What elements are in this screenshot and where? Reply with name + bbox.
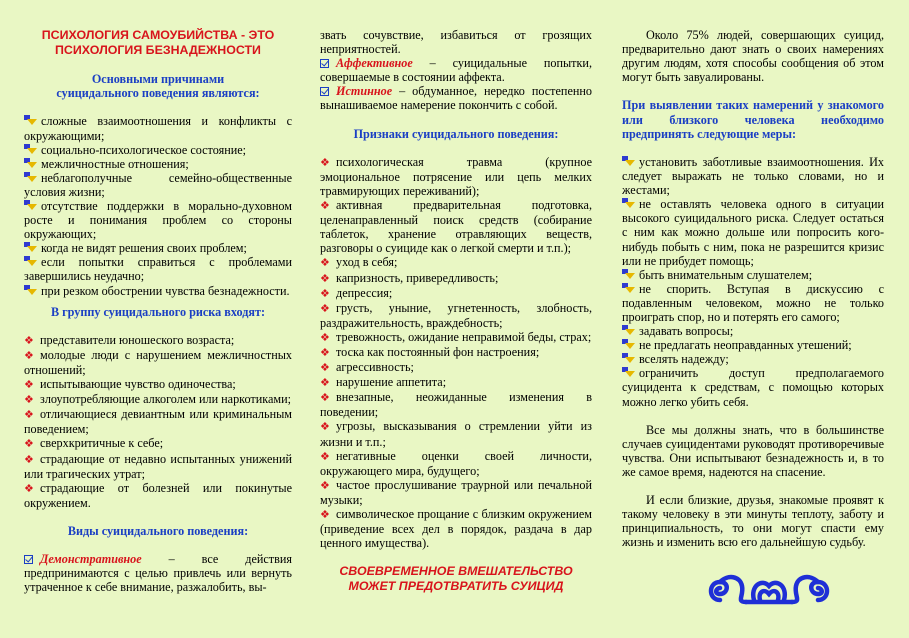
list-item-text: тревожность, ожидание неправимой беды, страх; [336,329,592,344]
cause-item [24,241,292,255]
sign-item [320,360,592,375]
slogan-line-2: МОЖЕТ ПРЕДОТВРАТИТЬ СУИЦИД [348,579,564,594]
risk-list [24,333,292,510]
list-item-text: задавать вопросы; [639,324,734,339]
sign-item [320,255,592,270]
type-item-demonstrative [24,552,292,594]
arrow-down-icon [24,115,35,126]
arrow-down-icon [24,158,35,169]
list-item-text: внезапные, неожиданные изменения в поведении; [320,390,592,420]
list-item-text: вселять надежду; [639,352,729,367]
list-item-text: нарушение аппетита; [336,375,447,390]
list-item-text: не спорить. Вступая в дискуссию с подавленным человеком, можно не только проиграть спор, но и потерять его самого; [622,281,884,325]
arrow-down-icon [24,144,35,155]
arrow-down-icon [24,256,35,267]
causes-list [24,114,292,297]
type-text-part-1: – все действия предпринимаются с целью привлечь или вернуть утраченное к себе внимание, разжалобить, вы- [24,552,292,595]
sign-item [320,286,592,301]
type-term: Аффективное [336,56,413,71]
signs-heading: Признаки суицидального поведения: [353,126,559,141]
signs-list [320,155,592,551]
type-term: Демонстративное [40,552,142,567]
measure-item [622,282,884,324]
diamond-icon: ❖ [24,453,34,466]
diamond-icon: ❖ [320,450,330,463]
list-item-text: не оставлять человека одного в ситуации высокого суицидального риска. Следует остаться с ним как можно дольше или попросить кого-нибудь побыть с ним, пока не разрешится кризис или не прибудет помощь; [622,197,884,268]
list-item-text: злоупотребляющие алкоголем или наркотиками; [40,392,292,407]
checkbox-icon [320,59,329,68]
sign-item [320,301,592,330]
sign-item [320,198,592,255]
list-item-text: грусть, уныние, угнетенность, злобность, раздражительность, враждебность; [320,300,592,330]
list-item-text: быть внимательным слушателем; [639,267,813,282]
list-item-text: тоска как постоянный фон настроения; [336,344,540,359]
ornament-icon [706,570,832,610]
diamond-icon: ❖ [24,349,34,362]
diamond-icon: ❖ [320,331,330,344]
cause-item [24,171,292,199]
risk-item [24,452,292,481]
list-item-text: агрессивность; [336,360,414,375]
title-line-2: ПСИХОЛОГИЯ БЕЗНАДЕЖНОСТИ [55,43,261,57]
list-item-text: ограничить доступ предполагаемого суицидента к средствам, с помощью которых можно легко убить себя. [622,366,884,409]
diamond-icon: ❖ [320,377,330,390]
list-item-text: страдающие от болезней или покинутые окружением. [24,480,292,510]
list-item-text: не предлагать неоправданных утешений; [639,338,852,353]
measures-heading-part-1: При выявлении таких намерений у знакомого или близкого человека необходимо [622,98,884,127]
intro-paragraph: Около 75% людей, совершающих суицид, предварительно дают знать о своих намерениях другим людям, хотя способы сообщения об этом могут быть завуалированы. [622,28,884,85]
diamond-icon: ❖ [320,421,330,434]
cause-item [24,114,292,142]
types-heading: Виды суицидального поведения: [67,523,249,538]
diamond-icon: ❖ [320,509,330,522]
type-term: Истинное [336,84,393,99]
arrow-down-icon [622,367,633,378]
arrow-down-icon [622,198,633,209]
list-item-text: депрессия; [336,285,393,300]
cause-item [24,284,292,298]
slogan-line-1: СВОЕВРЕМЕННОЕ ВМЕШАТЕЛЬСТВО [339,564,573,579]
type-text-part-2: звать сочувствие, избавиться от грозящих неприятностей. [320,28,592,57]
diamond-icon: ❖ [320,346,330,359]
causes-heading [24,72,292,100]
causes-heading-line-1: Основными причинами [91,72,225,86]
type-text: – обдуманное, нередко постепенно вынашиваемое намерение покончить с собой. [320,84,592,113]
list-item-text: частое прослушивание траурной или печальной музыки; [320,477,592,507]
list-item-text: угрозы, высказывания о стремлении уйти из жизни и т.п.; [320,419,592,449]
diamond-icon: ❖ [320,392,330,405]
diamond-icon: ❖ [24,409,34,422]
list-item-text: установить заботливые взаимоотношения. Их следует выражать не только словами, но и жестами; [622,154,884,198]
measures-list [622,155,884,409]
cause-item [24,157,292,171]
risk-item [24,436,292,451]
type-text: – суицидальные попытки, совершаемые в состоянии аффекта. [320,56,592,85]
sign-item [320,330,592,345]
risk-item [24,407,292,436]
arrow-down-icon [622,353,633,364]
risk-item [24,333,292,348]
list-item-text: при резком обострении чувства безнадежности. [41,283,290,298]
measure-item [622,268,884,282]
measure-item [622,155,884,197]
sign-item [320,345,592,360]
sign-item [320,449,592,478]
list-item-text: когда не видят решения своих проблем; [41,241,247,256]
page-title [24,28,292,58]
arrow-down-icon [24,200,35,211]
measure-item [622,352,884,366]
list-item-text: отличающиеся девиантным или криминальным поведением; [24,407,292,437]
arrow-down-icon [622,156,633,167]
sign-item [320,271,592,286]
list-item-text: символическое прощание с близким окружением (приведение всех дел в порядок, раздача в дар ценного имущества). [320,507,592,551]
list-item-text: страдающие от недавно испытанных унижений или трагических утрат; [24,451,292,481]
sign-item [320,478,592,507]
measure-item [622,366,884,408]
diamond-icon: ❖ [24,438,34,451]
paragraph-3: И если близкие, друзья, знакомые проявят к такому человеку в эти минуты теплоту, заботу и принципиальность, то они могут спасти ему жизнь и изменить всю его дальнейшую судьбу. [622,493,884,550]
measures-heading-part-2: предпринять следующие меры: [622,126,797,141]
arrow-down-icon [622,269,633,280]
diamond-icon: ❖ [24,379,34,392]
diamond-icon: ❖ [320,156,330,169]
title-line-1: ПСИХОЛОГИЯ САМОУБИЙСТВА - ЭТО [41,28,275,42]
diamond-icon: ❖ [24,482,34,495]
sign-item [320,419,592,448]
diamond-icon: ❖ [320,479,330,492]
list-item-text: сложные взаимоотношения и конфликты с окружающими; [24,114,292,143]
risk-item [24,377,292,392]
column-right [622,0,884,638]
sign-item [320,390,592,419]
list-item-text: отсутствие поддержки в морально-духовном росте и понимания проблем со стороны окружающих; [24,198,292,242]
column-middle [320,0,592,638]
measure-item [622,338,884,352]
list-item-text: неблагополучные семейно-общественные условия жизни; [24,170,292,199]
diamond-icon: ❖ [320,302,330,315]
diamond-icon: ❖ [320,200,330,213]
sign-item [320,155,592,198]
checkbox-icon [24,555,33,564]
list-item-text: сверхкритичные к себе; [40,436,164,451]
risk-item [24,348,292,377]
cause-item [24,255,292,283]
risk-item [24,481,292,510]
slogan [320,564,592,594]
arrow-down-icon [24,242,35,253]
sign-item [320,375,592,390]
list-item-text: капризность, привередливость; [336,270,499,285]
diamond-icon: ❖ [320,257,330,270]
risk-item [24,392,292,407]
causes-heading-line-2: суицидального поведения являются: [56,86,260,101]
checkbox-icon [320,87,329,96]
list-item-text: уход в себя; [336,255,398,270]
measure-item [622,324,884,338]
diamond-icon: ❖ [320,272,330,285]
list-item-text: молодые люди с нарушением межличностных отношений; [24,347,292,378]
type-item-true [320,84,592,112]
arrow-down-icon [24,172,35,183]
diamond-icon: ❖ [320,287,330,300]
measures-heading [622,98,884,141]
list-item-text: межличностные отношения; [41,156,189,171]
diamond-icon: ❖ [24,334,34,347]
measure-item [622,197,884,267]
cause-item [24,143,292,157]
list-item-text: испытывающие чувство одиночества; [40,377,236,392]
paragraph-2: Все мы должны знать, что в большинстве случаев суицидентами руководят противоречивые чувства. Они испытывают безнадежность и, в то же самое время, надеются на спасение. [622,422,884,479]
list-item-text: негативные оценки своей личности, окружающего мира, будущего; [320,448,592,478]
column-left [24,0,292,638]
arrow-down-icon [622,339,633,350]
list-item-text: социально-психологическое состояние; [41,142,247,157]
sign-item [320,507,592,550]
list-item-text: если попытки справиться с проблемами завершились неудачно; [24,255,292,284]
arrow-down-icon [622,283,633,294]
cause-item [24,199,292,241]
diamond-icon: ❖ [320,362,330,375]
list-item-text: представители юношеского возраста; [40,332,235,347]
arrow-down-icon [622,325,633,336]
risk-heading: В группу суицидального риска входят: [50,304,266,319]
arrow-down-icon [24,285,35,296]
type-item-affective [320,56,592,84]
diamond-icon: ❖ [24,394,34,407]
list-item-text: активная предварительная подготовка, целенаправленный поиск средств (собирание таблеток, хранение отравляющих веществ, разговоры о суициде как о легкой смерти и т.п.); [320,198,592,256]
list-item-text: психологическая травма (крупное эмоциональное потрясение или цепь мелких травмирующих переживаний); [320,154,592,198]
type-item-demonstrative-cont [320,28,592,56]
